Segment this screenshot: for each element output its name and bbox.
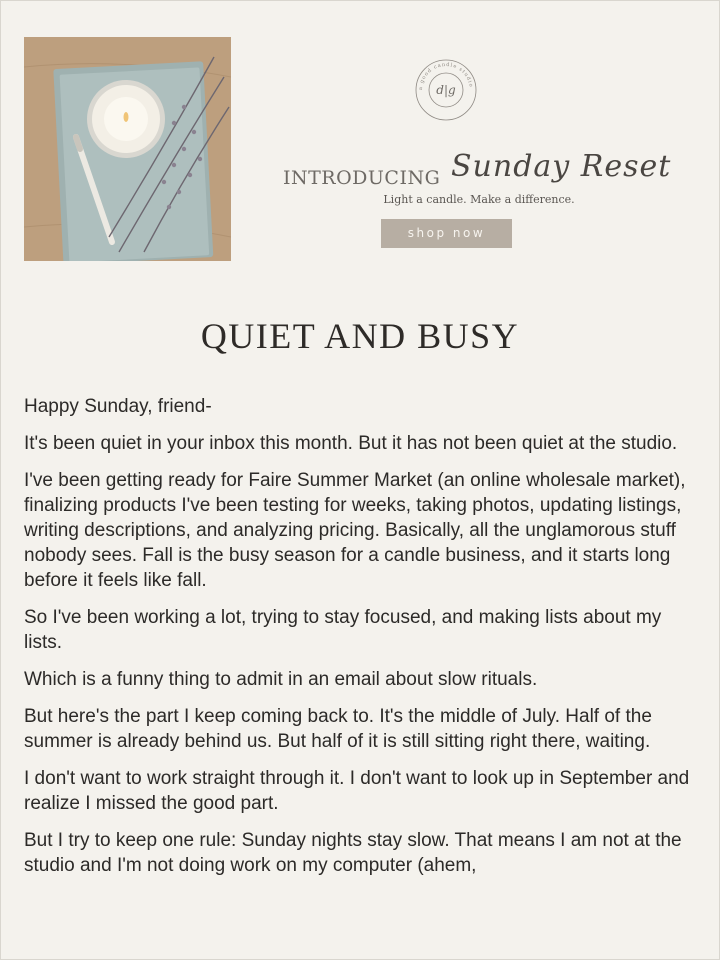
email-body [24, 394, 704, 890]
body-paragraph: Which is a funny thing to admit in an email about slow rituals. [24, 669, 538, 690]
body-paragraph: But I try to keep one rule: Sunday nights stay slow. That means I am not at the studio and I'm not doing work on my computer (ahem, [24, 830, 682, 876]
body-paragraph: So I've been working a lot, trying to stay focused, and making lists about my lists. [24, 607, 662, 653]
product-name: Sunday Reset [451, 149, 672, 184]
logo-monogram: d|g [436, 83, 456, 97]
brand-logo-seal [411, 55, 481, 125]
hero-candle-photo[interactable] [24, 37, 231, 261]
body-paragraph-greeting: Happy Sunday, friend- [24, 396, 212, 417]
body-paragraph: But here's the part I keep coming back to. It's the middle of July. Half of the summer is already behind us. But half of it is still sitting right there, waiting. [24, 706, 652, 752]
shop-now-button[interactable]: shop now [381, 219, 512, 248]
email-headline: QUIET AND BUSY [200, 316, 520, 356]
logo-ring-text: a good candle studio [417, 61, 474, 91]
body-paragraph: I've been getting ready for Faire Summer Market (an online wholesale market), finalizing products I've been testing for weeks, taking photos, updating listings, writing descriptions, and analyzing pricing. Basically, all the unglamorous stuff nobody sees. Fall is the busy season for a candle business, and it starts long before it feels like fall. [24, 470, 686, 591]
body-paragraph: I don't want to work straight through it. I don't want to look up in September and realize I missed the good part. [24, 768, 690, 814]
introducing-label: INTRODUCING [283, 167, 441, 189]
promo-banner [261, 37, 701, 261]
body-paragraph: It's been quiet in your inbox this month. But it has not been quiet at the studio. [24, 433, 678, 454]
tagline: Light a candle. Make a difference. [383, 193, 575, 206]
candle-notebook-illustration [24, 37, 231, 261]
